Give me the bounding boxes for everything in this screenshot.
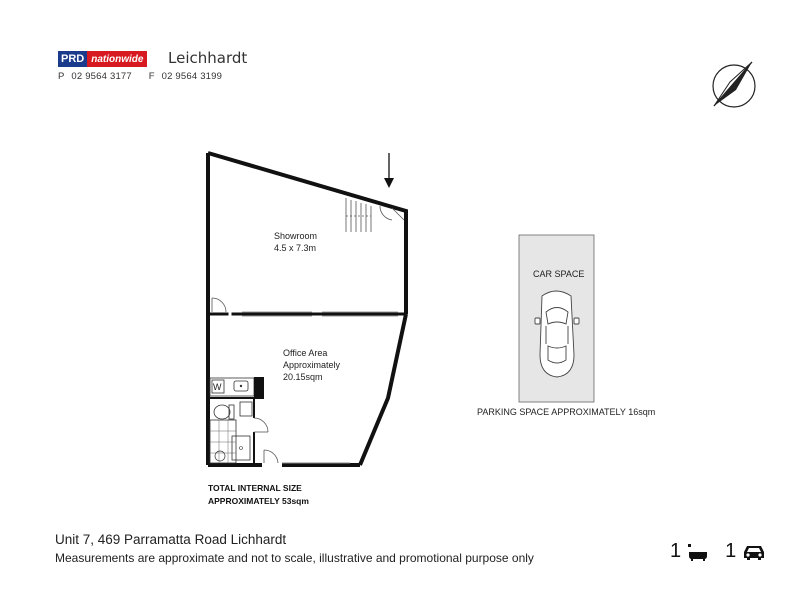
car-space-count: 1 <box>725 540 737 562</box>
agency-office: Leichhardt <box>168 49 248 67</box>
office-size: 20.15sqm <box>283 372 323 382</box>
washer-label: W <box>213 382 222 392</box>
divider-wall <box>208 312 406 316</box>
office-door <box>264 450 278 463</box>
phone-number: 02 9564 3177 <box>71 71 132 82</box>
office-approx: Approximately <box>283 360 341 370</box>
phone-label: P <box>58 71 65 82</box>
showroom-door <box>212 298 226 312</box>
showroom-label: Showroom <box>274 231 318 241</box>
showroom-size: 4.5 x 7.3m <box>274 243 317 253</box>
compass-icon <box>713 62 755 107</box>
car-icon <box>742 543 766 561</box>
disclaimer: Measurements are approximate and not to scale, illustrative and promotional purpose only <box>55 551 534 565</box>
logo-nationwide: nationwide <box>87 51 147 67</box>
bathroom-count: 1 <box>670 540 682 562</box>
property-features <box>670 540 766 563</box>
total-size-line2: APPROXIMATELY 53sqm <box>208 496 309 506</box>
parking-size-label: PARKING SPACE APPROXIMATELY 16sqm <box>477 407 656 417</box>
property-address: Unit 7, 469 Parramatta Road Lichhardt <box>55 532 287 547</box>
bath-icon <box>687 543 709 561</box>
office-label: Office Area <box>283 348 328 358</box>
fax-number: 02 9564 3199 <box>161 71 223 82</box>
car-space-label: CAR SPACE <box>533 269 585 279</box>
entry-arrow <box>384 153 394 188</box>
logo-prd: PRD <box>58 51 87 67</box>
fax-label: F <box>148 71 155 82</box>
outer-walls <box>208 153 406 465</box>
stairs <box>346 198 371 232</box>
total-size-line1: TOTAL INTERNAL SIZE <box>208 483 302 493</box>
